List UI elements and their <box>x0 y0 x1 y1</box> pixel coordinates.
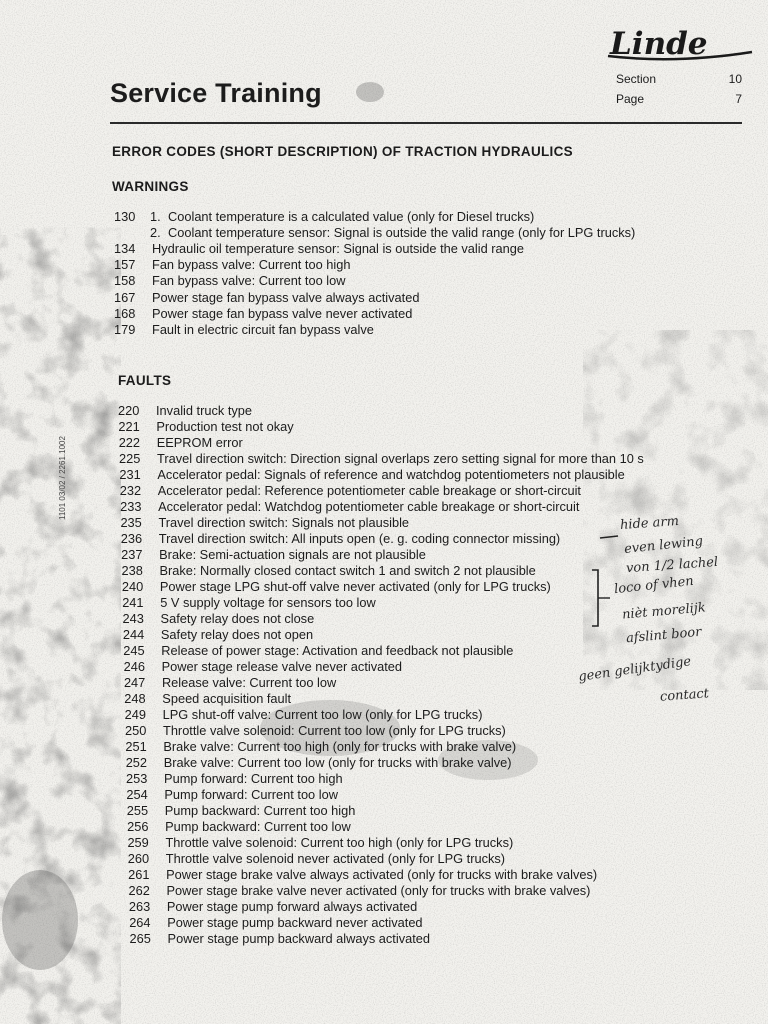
fault-description: Power stage pump forward always activated <box>166 899 418 914</box>
fault-code: 263 <box>128 899 151 914</box>
fault-code: 259 <box>127 835 149 850</box>
warnings-heading: WARNINGS <box>112 179 189 194</box>
fault-description: Travel direction switch: All inputs open (e. g. coding connector missing) <box>158 531 561 546</box>
fault-code: 255 <box>126 803 149 818</box>
fault-description: Invalid truck type <box>156 403 253 418</box>
warning-description: Fault in electric circuit fan bypass valve <box>152 321 374 337</box>
fault-description: Pump forward: Current too high <box>164 771 343 786</box>
handwritten-note-line: hide arm <box>619 513 680 534</box>
fault-description: Release valve: Current too low <box>161 675 337 690</box>
fault-code: 265 <box>129 931 151 946</box>
fault-description: Production test not okay <box>156 419 294 434</box>
fault-code: 235 <box>120 515 142 530</box>
fault-code: 244 <box>122 627 145 642</box>
fault-description: Travel direction switch: Signals not plausible <box>158 515 410 530</box>
handwritten-note-line: even lewing <box>623 533 704 558</box>
fault-code: 222 <box>118 435 141 450</box>
section-value: 10 <box>728 72 742 86</box>
section-label: Section <box>616 72 657 86</box>
fault-code: 262 <box>128 883 150 898</box>
fault-description: Throttle valve solenoid never activated (only for LPG trucks) <box>165 851 506 866</box>
header-divider <box>110 122 742 124</box>
fault-code: 254 <box>126 787 148 802</box>
fault-description: Throttle valve solenoid: Current too high (only for LPG trucks) <box>165 835 514 850</box>
fault-code: 245 <box>123 643 145 658</box>
fault-description: Accelerator pedal: Watchdog potentiometer cable breakage or short-circuit <box>158 499 580 514</box>
margin-document-code: 1101 03/02 / 2261.1002 <box>58 436 67 520</box>
fault-code: 237 <box>121 547 143 562</box>
handwritten-note-line: loco of vhen <box>613 573 695 598</box>
fault-description: Brake: Normally closed contact switch 1 and switch 2 not plausible <box>159 563 536 578</box>
fault-code: 264 <box>129 915 151 930</box>
fault-description: EEPROM error <box>156 435 243 450</box>
warning-description: Coolant temperature sensor: Signal is outside the valid range (only for LPG trucks) <box>168 225 636 241</box>
fault-description: Brake: Semi-actuation signals are not plausible <box>159 547 426 562</box>
fault-code: 231 <box>119 467 141 482</box>
fault-description: Pump backward: Current too high <box>164 803 356 818</box>
fault-description: Pump forward: Current too low <box>164 787 338 802</box>
fault-description: 5 V supply voltage for sensors too low <box>160 595 376 610</box>
fault-code: 252 <box>125 755 148 770</box>
fault-description: Pump backward: Current too low <box>165 819 351 834</box>
fault-description: Brake valve: Current too low (only for trucks with brake valve) <box>163 755 512 770</box>
fault-code: 241 <box>122 595 144 610</box>
fault-description: Power stage pump backward never activated <box>167 915 423 930</box>
page-title: Service Training <box>110 78 322 108</box>
warning-description: Fan bypass valve: Current too high <box>152 257 351 273</box>
fault-description: Safety relay does not open <box>160 627 314 642</box>
warning-item-number: 1. <box>150 209 161 224</box>
warning-code: 130 <box>114 209 136 224</box>
fault-description: Travel direction switch: Direction signal overlaps zero setting signal for more than 10 s <box>157 451 644 466</box>
fault-description: Brake valve: Current too high (only for trucks with brake valve) <box>163 739 517 754</box>
fault-code: 220 <box>118 403 140 418</box>
handwritten-note-line: von 1/2 lachel <box>625 554 719 577</box>
fault-description: Power stage release valve never activated <box>161 659 403 674</box>
fault-description: LPG shut-off valve: Current too low (only for LPG trucks) <box>162 707 483 722</box>
fault-code: 260 <box>127 851 150 866</box>
fault-code: 251 <box>125 739 147 754</box>
fault-code: 248 <box>124 691 146 706</box>
fault-description: Safety relay does not close <box>160 611 315 626</box>
fault-code: 225 <box>119 451 141 466</box>
fault-description: Power stage brake valve always activated (only for trucks with brake valves) <box>166 867 598 882</box>
warning-code: 168 <box>114 305 136 321</box>
warning-description: Power stage fan bypass valve always activated <box>152 289 420 305</box>
fault-code: 250 <box>125 723 147 738</box>
fault-code: 233 <box>120 499 142 514</box>
fault-code: 247 <box>123 675 146 690</box>
fault-code: 236 <box>120 531 143 546</box>
page-label: Page <box>616 92 645 106</box>
handwritten-note-line: nièt morelijk <box>621 600 707 623</box>
fault-code: 253 <box>126 771 148 786</box>
fault-description: Accelerator pedal: Signals of reference and watchdog potentiometers not plausible <box>157 467 625 482</box>
fault-description: Accelerator pedal: Reference potentiometer cable breakage or short-circuit <box>157 483 581 498</box>
main-heading: ERROR CODES (SHORT DESCRIPTION) OF TRACTION HYDRAULICS <box>112 144 573 159</box>
warning-code: 134 <box>114 241 136 257</box>
fault-code: 238 <box>121 563 143 578</box>
fault-code: 256 <box>127 819 149 834</box>
linde-logo <box>606 22 754 66</box>
warning-code: 157 <box>114 257 136 273</box>
fault-description: Power stage pump backward always activated <box>167 931 431 946</box>
warning-description: Coolant temperature is a calculated value (only for Diesel trucks) <box>168 209 535 224</box>
fault-code: 243 <box>122 611 144 626</box>
warning-code: 179 <box>114 321 136 337</box>
handwritten-note-line: contact <box>659 686 710 705</box>
warning-description: Power stage fan bypass valve never activated <box>152 305 413 321</box>
fault-description: Speed acquisition fault <box>162 691 292 706</box>
linde-logo-wordmark: Linde <box>610 26 708 62</box>
handwritten-note-line: afslint boor <box>625 624 702 647</box>
fault-code: 249 <box>124 707 146 722</box>
faults-heading: FAULTS <box>118 373 172 388</box>
warning-code: 167 <box>114 289 136 305</box>
warning-item-number: 2. <box>150 225 161 241</box>
fault-description: Power stage LPG shut-off valve never activated (only for LPG trucks) <box>159 579 551 594</box>
fault-code: 261 <box>128 867 150 882</box>
handwritten-note-line: geen gelijktydige <box>577 654 693 685</box>
fault-description: Release of power stage: Activation and feedback not plausible <box>161 643 514 658</box>
fault-code: 246 <box>123 659 145 674</box>
fault-description: Throttle valve solenoid: Current too low (only for LPG trucks) <box>163 723 506 738</box>
fault-code: 221 <box>118 419 140 434</box>
warning-description: Fan bypass valve: Current too low <box>152 273 346 289</box>
fault-code: 232 <box>119 483 142 498</box>
fault-description: Power stage brake valve never activated (only for trucks with brake valves) <box>166 883 591 898</box>
page-value: 7 <box>735 92 742 106</box>
warning-code: 158 <box>114 273 136 289</box>
fault-code: 240 <box>121 579 144 594</box>
warning-description: Hydraulic oil temperature sensor: Signal is outside the valid range <box>152 241 525 257</box>
